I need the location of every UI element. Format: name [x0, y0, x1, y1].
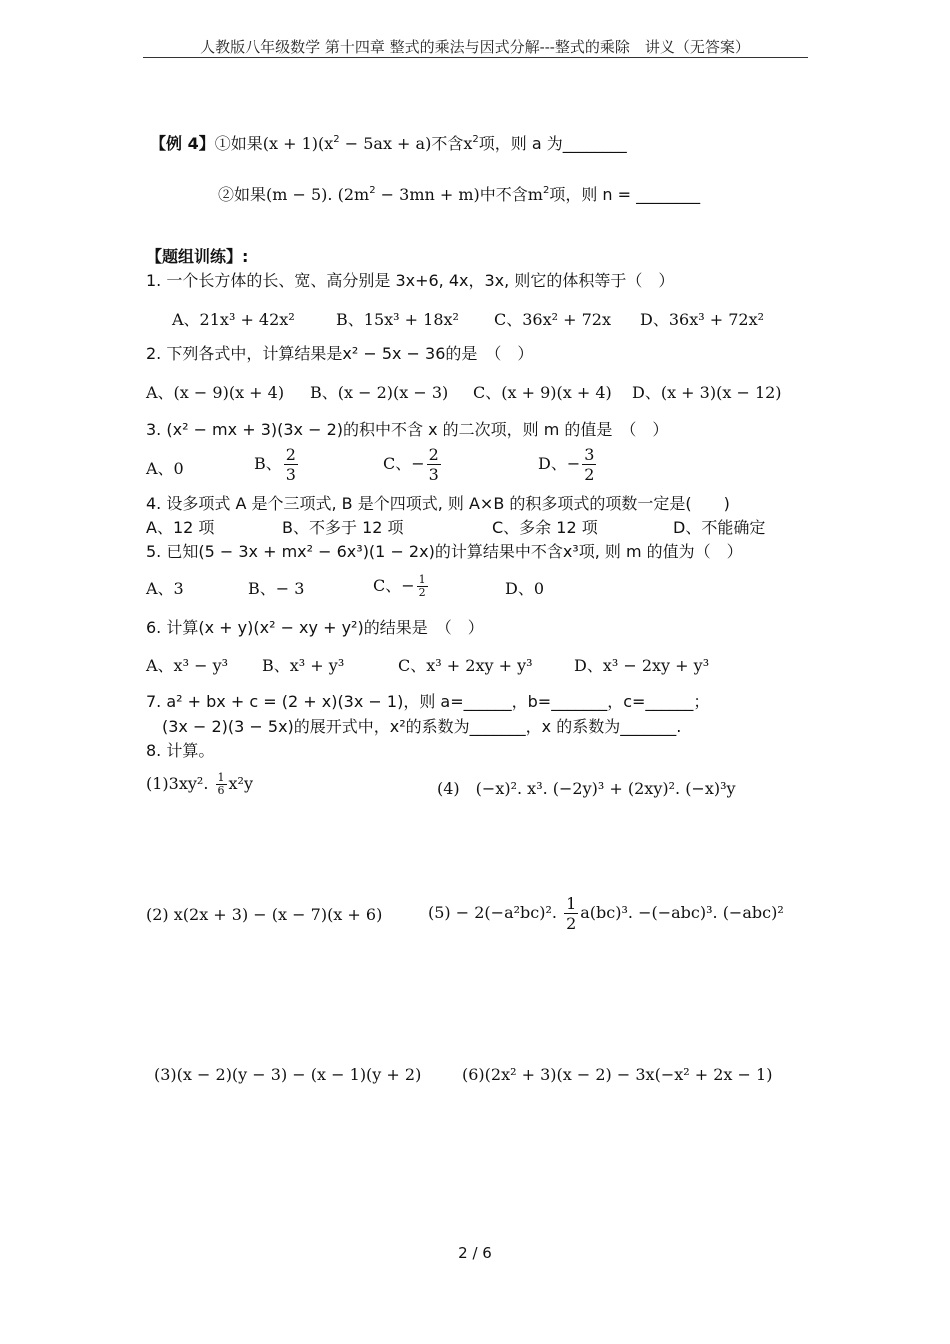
q1-option-d: D、36x³ + 72x²	[640, 310, 765, 329]
example4-line2	[218, 184, 700, 206]
q3-d-label: D、−	[538, 454, 581, 473]
q3-option-b	[254, 445, 300, 484]
q8-p1-post: x²y	[228, 774, 253, 793]
q8-problem-6: (6)(2x² + 3)(x − 2) − 3x(−x² + 2x − 1)	[462, 1065, 773, 1084]
fraction	[582, 445, 596, 484]
q2-option-c: C、(x + 9)(x + 4)	[473, 383, 612, 402]
q4-option-d: D、不能确定	[673, 518, 766, 537]
q8-p1-pre: (1)3xy².	[146, 774, 214, 793]
numerator: 2	[285, 445, 296, 464]
q2-option-a: A、(x − 9)(x + 4)	[146, 383, 285, 402]
sup: 2	[333, 134, 340, 145]
q4-option-a: A、12 项	[146, 518, 215, 537]
q6-option-b: B、x³ + y³	[262, 656, 345, 675]
q8-problem-5	[428, 894, 784, 933]
example4-line1-pre: ①如果(x + 1)(x	[214, 134, 334, 153]
q8-problem-1	[146, 772, 253, 797]
q6-stem: 6. 计算(x + y)(x² − xy + y²)的结果是 （ ）	[146, 618, 484, 637]
q4-option-c: C、多余 12 项	[492, 518, 598, 537]
denominator: 6	[217, 784, 225, 797]
q8-stem: 8. 计算。	[146, 741, 215, 760]
group-title: 【题组训练】:	[146, 247, 249, 266]
q5-option-d: D、0	[505, 579, 545, 598]
q8-problem-3: (3)(x − 2)(y − 3) − (x − 1)(y + 2)	[154, 1065, 422, 1084]
fraction	[427, 445, 441, 484]
q5-stem: 5. 已知(5 − 3x + mx² − 6x³)(1 − 2x)的计算结果中不含x³项, 则 m 的值为（ ）	[146, 542, 743, 561]
q7-line2: (3x − 2)(3 − 5x)的展开式中，x²的系数为_______，x 的系数为_______.	[162, 717, 682, 736]
q4-option-b: B、不多于 12 项	[282, 518, 404, 537]
sup: 2	[542, 185, 550, 196]
q8-p5-post: a(bc)³. −(−abc)³. (−abc)²	[580, 903, 784, 922]
q5-option-a: A、3	[146, 579, 184, 598]
q2-option-b: B、(x − 2)(x − 3)	[310, 383, 449, 402]
q1-option-a: A、21x³ + 42x²	[172, 310, 295, 329]
q8-p5-pre: (5) − 2(−a²bc)².	[428, 903, 563, 922]
example4-line1	[150, 133, 627, 155]
page-header: 人教版八年级数学 第十四章 整式的乘法与因式分解---整式的乘除 讲义（无答案）	[200, 38, 750, 56]
example4-line1-mid: − 5ax + a)不含x	[339, 134, 473, 153]
fraction	[564, 894, 578, 933]
denominator: 2	[566, 914, 577, 933]
q1-option-b: B、15x³ + 18x²	[336, 310, 459, 329]
denominator: 2	[418, 586, 426, 599]
fraction	[216, 772, 227, 797]
numerator: 1	[217, 771, 225, 784]
q3-option-d	[538, 445, 598, 484]
sup: 2	[472, 134, 479, 145]
example4-line2-pre: ②如果(m − 5). (2m	[218, 185, 370, 204]
q2-option-d: D、(x + 3)(x − 12)	[632, 383, 782, 402]
q5-option-c	[373, 574, 430, 599]
numerator: 1	[566, 894, 577, 913]
q3-c-label: C、−	[383, 454, 425, 473]
fraction	[417, 574, 428, 599]
example4-label: 【例 4】	[150, 134, 215, 153]
q4-stem: 4. 设多项式 A 是个三项式, B 是个四项式, 则 A×B 的积多项式的项数一定是( )	[146, 494, 730, 513]
q2-stem: 2. 下列各式中，计算结果是x² − 5x − 36的是 （ ）	[146, 344, 534, 363]
header-rule	[143, 57, 808, 58]
q7-line1: 7. a² + bx + c = (2 + x)(3x − 1)，则 a=______，b=_______，c=______；	[146, 692, 710, 711]
example4-line2-mid: − 3mn + m)中不含m	[375, 185, 543, 204]
sup: 2	[369, 185, 376, 196]
q6-option-c: C、x³ + 2xy + y³	[398, 656, 533, 675]
q5-c-label: C、−	[373, 576, 415, 595]
q5-option-b: B、− 3	[248, 579, 305, 598]
q3-stem: 3. (x² − mx + 3)(3x − 2)的积中不含 x 的二次项，则 m 的值是 （ ）	[146, 420, 669, 439]
q6-option-d: D、x³ − 2xy + y³	[574, 656, 710, 675]
denominator: 3	[285, 465, 296, 484]
page-number: 2 / 6	[458, 1244, 492, 1262]
q1-stem: 1. 一个长方体的长、宽、高分别是 3x+6, 4x，3x, 则它的体积等于（ ）	[146, 271, 675, 290]
q3-option-a: A、0	[146, 459, 184, 478]
example4-line1-post: 项，则 a 为________	[478, 134, 627, 153]
numerator: 2	[428, 445, 439, 464]
denominator: 2	[584, 465, 595, 484]
fraction	[284, 445, 298, 484]
q1-option-c: C、36x² + 72x	[494, 310, 612, 329]
numerator: 3	[584, 445, 595, 464]
q3-option-c	[383, 445, 443, 484]
q8-problem-4: (4) (−x)². x³. (−2y)³ + (2xy)². (−x)³y	[437, 779, 736, 798]
numerator: 1	[418, 573, 426, 586]
q8-problem-2: (2) x(2x + 3) − (x − 7)(x + 6)	[146, 905, 383, 924]
denominator: 3	[428, 465, 439, 484]
q3-b-label: B、	[254, 454, 282, 473]
q6-option-a: A、x³ − y³	[146, 656, 229, 675]
example4-line2-post: 项，则 n = ________	[549, 185, 701, 204]
